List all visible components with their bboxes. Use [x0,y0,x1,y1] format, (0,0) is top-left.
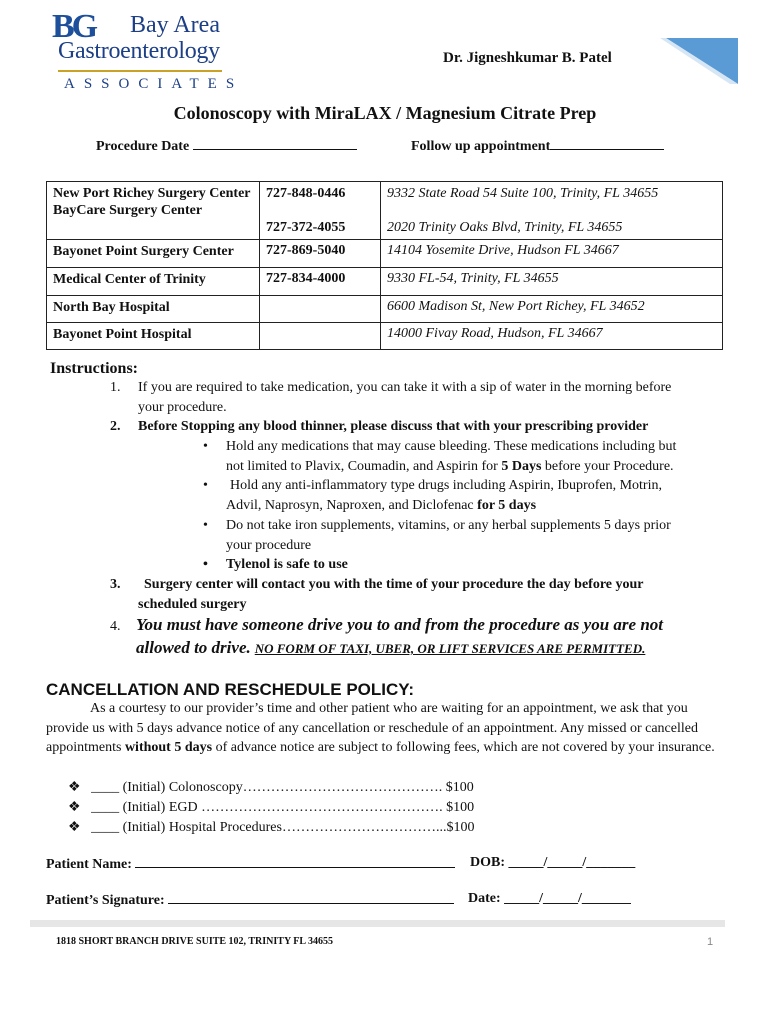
instruction-number: 1. [110,380,121,395]
table-row [47,323,723,350]
dob-field[interactable] [470,855,635,871]
bullet-item: Do not take iron supplements, vitamins, or any herbal supplements 5 days prior your procedure [226,518,671,553]
page-number: 1 [707,936,714,948]
center-phone: 727-834-4000 [260,268,381,296]
center-name: Bayonet Point Hospital [47,323,260,350]
patient-name-label: Patient Name: [46,857,132,872]
table-row [47,240,723,268]
date-blank[interactable]: _____/_____/_______ [504,891,631,906]
logo-divider [58,70,222,72]
center-phone: 727-869-5040 [260,240,381,268]
center-address: 6600 Madison St, New Port Richey, FL 34652 [381,296,723,323]
signature-label: Patient’s Signature: [46,893,165,908]
logo-line-1: Bay Area [130,12,220,38]
follow-up-label: Follow up appointment [411,139,551,154]
fee-item: ❖ ____ (Initial) EGD ……………………………………………. $100 [68,800,475,815]
center-address: 2020 Trinity Oaks Blvd, Trinity, FL 34655 [387,220,623,235]
date-label: Date: [468,891,501,906]
logo-line-2: Gastroenterology [58,38,220,64]
fee-item: ❖ ____ (Initial) Hospital Procedures……………………………...$100 [68,820,475,835]
patient-name-field[interactable] [46,855,455,873]
page-title: Colonoscopy with MiraLAX / Magnesium Citrate Prep [173,103,597,123]
instruction-number: 4. [110,619,121,634]
corner-decoration-icon [660,38,738,84]
practice-logo [52,8,244,94]
table-row [47,268,723,296]
bullet-icon: • [203,439,208,454]
center-phone [260,296,381,323]
policy-paragraph: As a courtesy to our provider’s time and other patient who are waiting for an appointment, we ask that you provide us with 5 days advance notice of any cancellation or reschedule of an appointment. Any missed or cancelled appointments without 5 days of advance notice are subject to following fees, which are not covered by your insurance. [46,701,715,755]
center-address: 14000 Fivay Road, Hudson, FL 34667 [381,323,723,350]
center-name: Medical Center of Trinity [47,268,260,296]
instruction-number: 3. [110,577,121,592]
center-name: Bayonet Point Surgery Center [47,240,260,268]
logo-mark: BG [52,8,96,45]
table-row [47,182,723,240]
signature-blank[interactable] [168,891,454,904]
center-name: BayCare Surgery Center [53,203,203,218]
diamond-bullet-icon: ❖ [68,820,81,835]
table-row [47,296,723,323]
dob-blank[interactable]: _____/_____/_______ [508,855,636,870]
follow-up-blank[interactable] [550,137,664,150]
instructions-heading: Instructions: [50,360,139,377]
instruction-item-1: If you are required to take medication, you can take it with a sip of water in the morning before your procedure. [138,380,672,415]
procedure-date-blank[interactable] [193,137,357,150]
diamond-bullet-icon: ❖ [68,780,81,795]
policy-heading: CANCELLATION AND RESCHEDULE POLICY: [46,680,415,699]
footer-address: 1818 SHORT BRANCH DRIVE SUITE 102, TRINITY FL 34655 [56,936,334,947]
center-phone: 727-372-4055 [266,220,346,235]
surgery-centers-table [46,181,723,350]
bullet-icon: • [203,478,208,493]
instruction-item-4: You must have someone drive you to and from the procedure as you are not allowed to drive. NO FORM OF TAXI, UBER, OR LIFT SERVICES ARE PERMITTED. [136,615,664,657]
bullet-item: Hold any anti-inflammatory type drugs including Aspirin, Ibuprofen, Motrin, Advil, Naprosyn, Naproxen, and Diclofenac for 5 days [226,478,662,513]
instruction-item-2: Before Stopping any blood thinner, please discuss that with your prescribing provider [138,419,649,434]
fee-item: ❖ ____ (Initial) Colonoscopy……………………………………. $100 [68,780,474,795]
procedure-date-label: Procedure Date [96,139,190,154]
doctor-name: Dr. Jigneshkumar B. Patel [443,50,612,66]
bullet-item: Tylenol is safe to use [226,557,348,572]
dob-label: DOB: [470,855,505,870]
instruction-item-3: Surgery center will contact you with the time of your procedure the day before your scheduled surgery [138,577,644,612]
center-phone [260,323,381,350]
follow-up-field[interactable] [411,137,664,155]
center-name: North Bay Hospital [47,296,260,323]
diamond-bullet-icon: ❖ [68,800,81,815]
center-name: New Port Richey Surgery Center [53,186,251,201]
bullet-icon: • [203,518,208,533]
signature-field[interactable] [46,891,454,909]
footer-divider [30,920,725,927]
center-address: 9332 State Road 54 Suite 100, Trinity, FL 34655 [387,186,659,201]
date-field[interactable] [468,891,631,907]
center-address: 9330 FL-54, Trinity, FL 34655 [381,268,723,296]
center-address: 14104 Yosemite Drive, Hudson FL 34667 [381,240,723,268]
patient-name-blank[interactable] [135,855,455,868]
bullet-item: Hold any medications that may cause bleeding. These medications including but not limited to Plavix, Coumadin, and Aspirin for 5 Days before your Procedure. [226,439,677,474]
center-phone: 727-848-0446 [266,186,346,201]
instruction-number: 2. [110,419,121,434]
bullet-icon: • [203,557,208,572]
logo-line-3: ASSOCIATES [64,76,244,92]
fee-list [68,778,474,838]
procedure-date-field[interactable] [96,137,357,155]
